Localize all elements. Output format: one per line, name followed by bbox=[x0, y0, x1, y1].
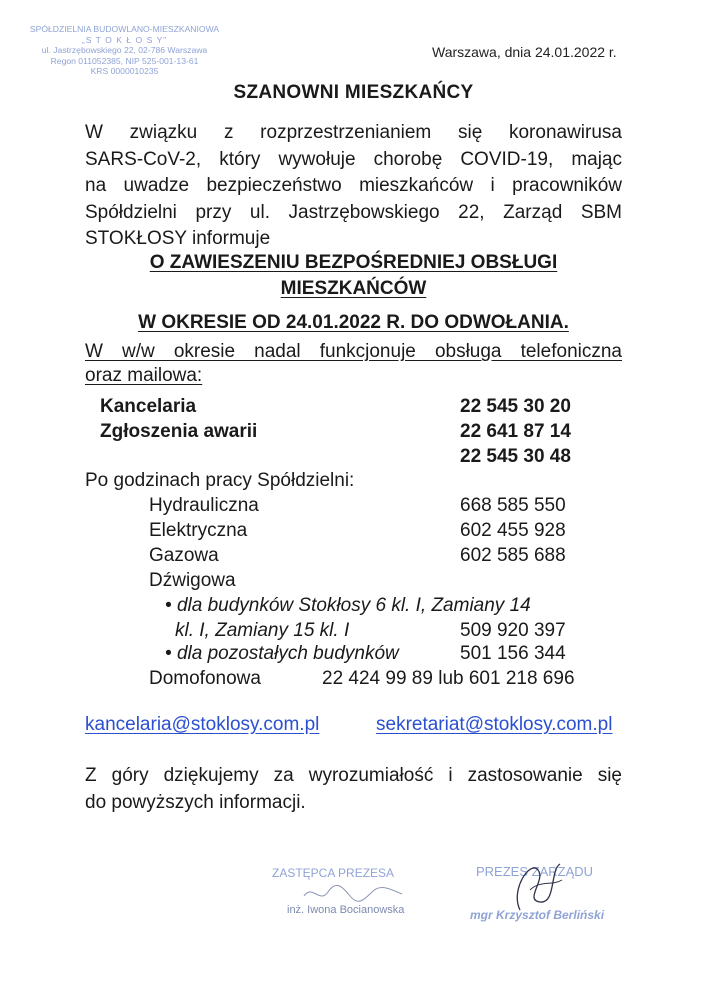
left-signature-title: ZASTĘPCA PREZESA bbox=[272, 866, 395, 880]
phone-note-line: W w/w okresie nadal funkcjonuje obsługa telefoniczna bbox=[85, 341, 622, 362]
bullet-icon: • bbox=[165, 643, 177, 664]
elevator-item-1-line-2: kl. I, Zamiany 15 kl. I bbox=[175, 620, 350, 641]
document-date: Warszawa, dnia 24.01.2022 r. bbox=[432, 44, 617, 60]
closing-line: Z góry dziękujemy za wyrozumiałość i zastosowanie się bbox=[85, 765, 622, 786]
right-signature-title: PREZES ZARZĄDU bbox=[476, 864, 594, 879]
sekretariat-email-link[interactable]: sekretariat@stoklosy.com.pl bbox=[376, 714, 613, 735]
intro-line: W związku z rozprzestrzenianiem się koronawirusa bbox=[85, 122, 622, 143]
phone-note-line: oraz mailowa: bbox=[85, 365, 203, 386]
elevator-item-2-phone: 501 156 344 bbox=[460, 643, 566, 664]
stamp-line-krs: KRS 0000010235 bbox=[90, 66, 159, 77]
left-signature-scribble bbox=[298, 878, 408, 906]
phone-service-note bbox=[85, 340, 622, 388]
kancelaria-phone: 22 545 30 20 bbox=[460, 396, 571, 417]
electric-label: Elektryczna bbox=[149, 520, 248, 541]
left-signature-name: inż. Iwona Bocianowska bbox=[287, 904, 405, 916]
right-signature-name: mgr Krzysztof Berliński bbox=[470, 908, 605, 922]
gas-phone: 602 585 688 bbox=[460, 545, 566, 566]
gas-label: Gazowa bbox=[149, 545, 219, 566]
awarie-phone-2: 22 545 30 48 bbox=[460, 446, 571, 467]
elevator-item-2-label: dla pozostałych budynków bbox=[176, 643, 399, 664]
closing-paragraph bbox=[85, 762, 622, 816]
page-title: SZANOWNI MIESZKAŃCY bbox=[233, 82, 474, 103]
kancelaria-label: Kancelaria bbox=[100, 396, 197, 417]
hydraulic-label: Hydrauliczna bbox=[149, 495, 259, 516]
suspension-heading-line: MIESZKAŃCÓW bbox=[280, 278, 427, 299]
intro-line: STOKŁOSY informuje bbox=[85, 228, 271, 249]
intercom-label: Domofonowa bbox=[149, 668, 261, 689]
elevator-item-2 bbox=[165, 643, 399, 665]
stamp-line-regon: Regon 011052385, NIP 525-001-13-61 bbox=[50, 55, 199, 66]
organization-stamp bbox=[12, 24, 237, 77]
closing-line: do powyższych informacji. bbox=[85, 792, 306, 813]
elevator-item-1-line-1: dla budynków Stokłosy 6 kl. I, Zamiany 14 bbox=[176, 595, 531, 616]
bullet-icon: • bbox=[165, 595, 177, 616]
suspension-heading-line: O ZAWIESZENIU BEZPOŚREDNIEJ OBSŁUGI bbox=[149, 252, 558, 273]
awarie-label: Zgłoszenia awarii bbox=[100, 421, 258, 442]
intro-line: SARS-CoV-2, który wywołuje chorobę COVID-19, mając bbox=[85, 148, 622, 170]
suspension-heading bbox=[0, 250, 707, 302]
kancelaria-email-link[interactable]: kancelaria@stoklosy.com.pl bbox=[85, 714, 320, 735]
period-heading: W OKRESIE OD 24.01.2022 R. DO ODWOŁANIA. bbox=[138, 312, 569, 333]
intercom-phone: 22 424 99 89 lub 601 218 696 bbox=[322, 668, 575, 689]
elevator-item-1-phone: 509 920 397 bbox=[460, 620, 566, 641]
stamp-line-name: SPÓŁDZIELNIA BUDOWLANO-MIESZKANIOWA bbox=[29, 24, 220, 34]
after-hours-label: Po godzinach pracy Spółdzielni: bbox=[85, 470, 355, 491]
awarie-phone-1: 22 641 87 14 bbox=[460, 421, 571, 442]
intro-paragraph bbox=[85, 120, 622, 253]
stamp-line-address: ul. Jastrzębowskiego 22, 02-786 Warszawa bbox=[41, 45, 208, 56]
elevator-item-1 bbox=[165, 595, 531, 617]
intro-line: Spółdzielni przy ul. Jastrzębowskiego 22, Zarząd SBM bbox=[85, 201, 622, 223]
intro-line: na uwadze bezpieczeństwo mieszkańców i pracowników bbox=[85, 175, 622, 196]
stamp-line-brand: „S T O K Ł O S Y” bbox=[81, 34, 168, 45]
electric-phone: 602 455 928 bbox=[460, 520, 566, 541]
elevator-label: Dźwigowa bbox=[149, 570, 236, 591]
hydraulic-phone: 668 585 550 bbox=[460, 495, 566, 516]
